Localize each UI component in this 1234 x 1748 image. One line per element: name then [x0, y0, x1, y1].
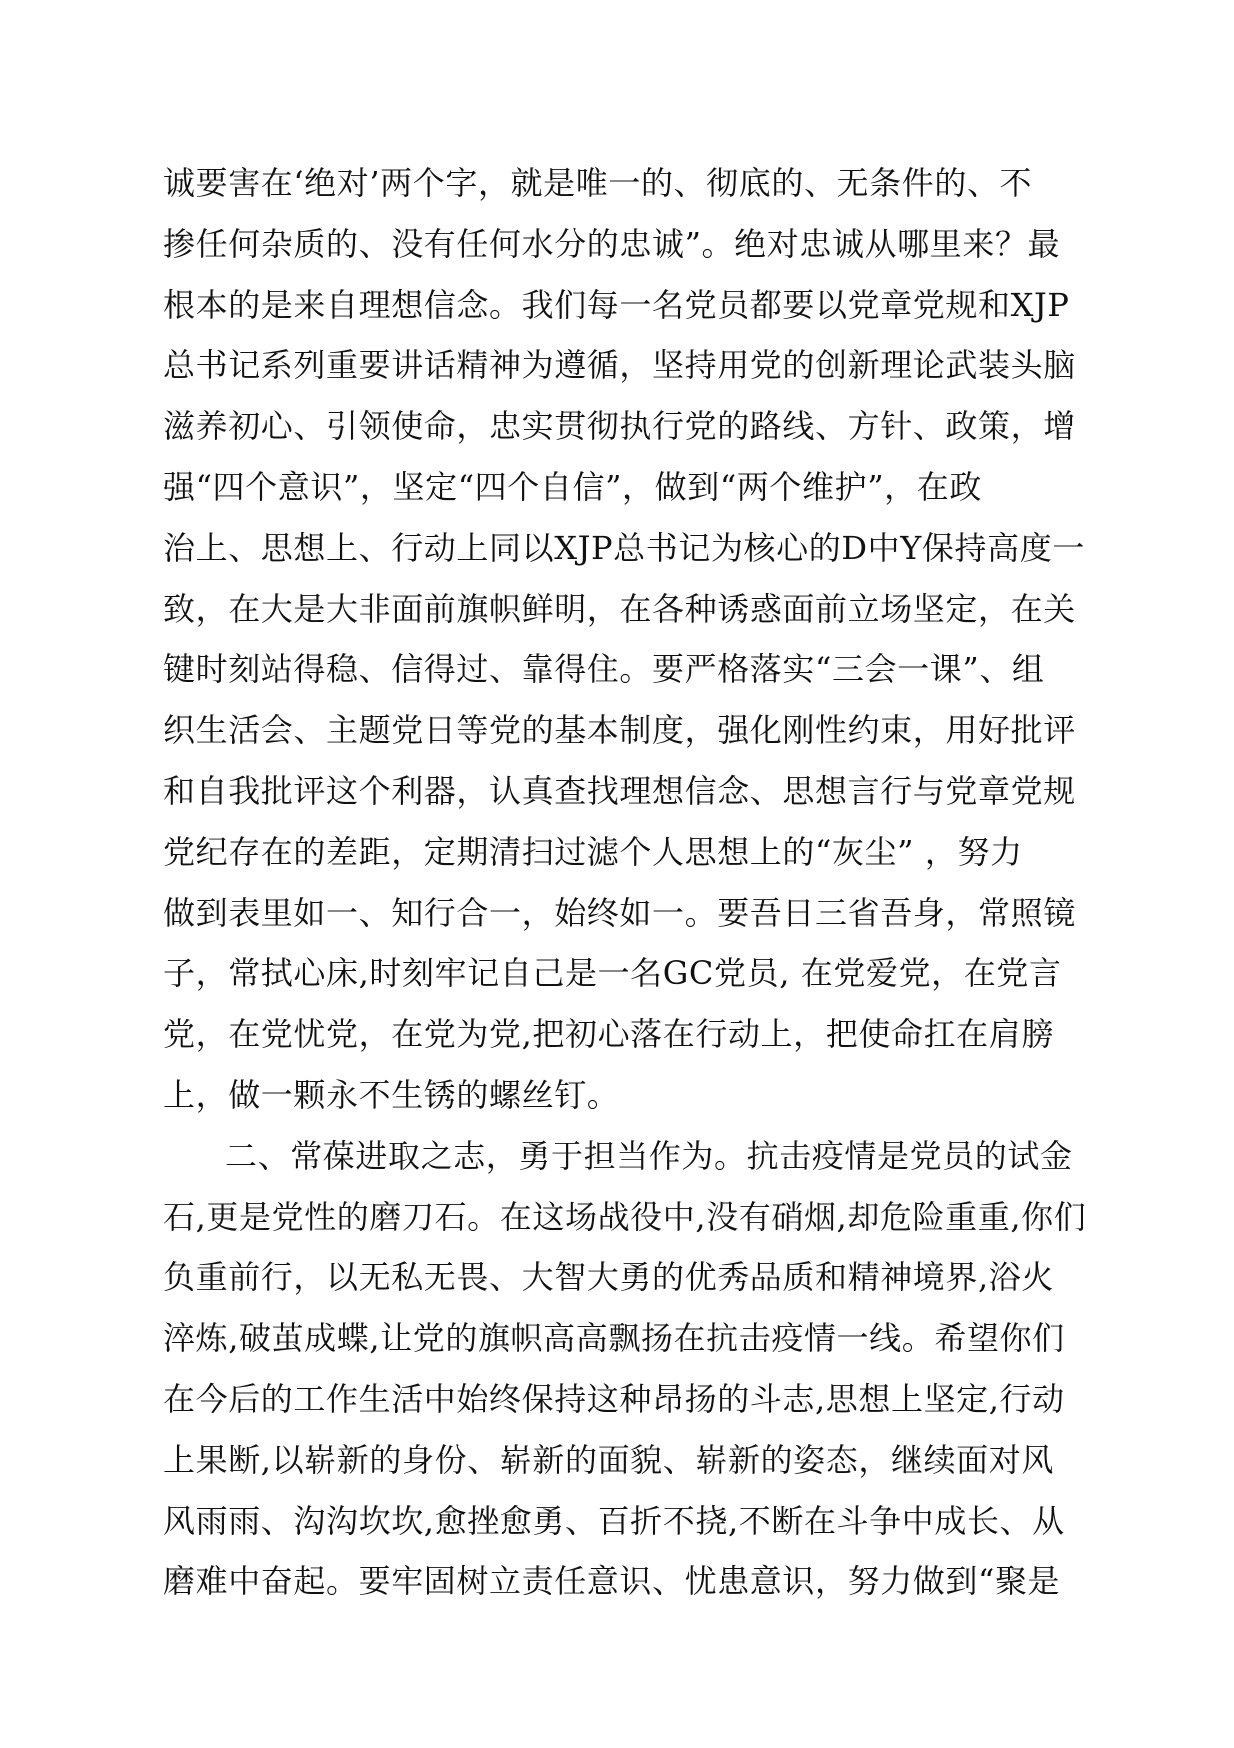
text-line-10: 织生活会、主题党日等党的基本制度，强化刚性约束，用好批评: [163, 711, 1076, 750]
text-line-18: 石,更是党性的磨刀石。在这场战役中,没有硝烟,却危险重重,你们: [163, 1197, 1087, 1236]
text-line-11: 和自我批评这个利器，认真查找理想信念、思想言行与党章党规: [163, 771, 1076, 810]
text-line-9: 键时刻站得稳、信得过、靠得住。要严格落实“三会一课”、组: [163, 650, 1045, 689]
text-line-3: 根本的是来自理想信念。我们每一名党员都要以党章党规和XJP: [163, 285, 1070, 324]
text-line-15: 党，在党忧党，在党为党,把初心落在行动上，把使命扛在肩膀: [163, 1015, 1054, 1054]
text-line-1: 诚要害在‘绝对’两个字，就是唯一的、彻底的、无条件的、不: [163, 164, 1033, 202]
text-line-16: 上，做一颗永不生锈的螺丝钉。: [163, 1075, 620, 1114]
text-line-4: 总书记系列重要讲话精神为遵循，坚持用党的创新理论武装头脑: [163, 346, 1076, 385]
text-line-21: 在今后的工作生活中始终保持这种昂扬的斗志,思想上坚定,行动: [163, 1379, 1065, 1418]
text-line-19: 负重前行，以无私无畏、大智大勇的优秀品质和精神境界,浴火: [163, 1258, 1054, 1297]
text-line-8: 致，在大是大非面前旗帜鲜明，在各种诱惑面前立场坚定，在关: [163, 589, 1076, 628]
text-line-14: 子，常拭心床,时刻牢记自己是一名GC党员, 在党爱党，在党言: [163, 954, 1062, 993]
text-line-5: 滋养初心、引领使命，忠实贯彻执行党的路线、方针、政策，增: [163, 407, 1076, 446]
text-line-24: 磨难中奋起。要牢固树立责任意识、忧患意识，努力做到“聚是: [163, 1562, 1061, 1601]
body-text: [163, 153, 1123, 1612]
text-line-23: 风雨雨、沟沟坎坎,愈挫愈勇、百折不挠,不断在斗争中成长、从: [163, 1501, 1065, 1540]
text-line-22: 上果断,以崭新的身份、崭新的面貌、崭新的姿态，继续面对风: [163, 1440, 1054, 1479]
text-line-7: 治上、思想上、行动上同以XJP总书记为核心的D中Y保持高度一: [163, 528, 1085, 567]
section-heading-paragraph-start: 二、常葆进取之志，勇于担当作为。抗击疫情是党员的试金: [225, 1136, 1073, 1175]
text-line-12: 党纪存在的差距，定期清扫过滤个人思想上的“灰尘” ，努力: [163, 832, 1023, 871]
text-line-2: 掺任何杂质的、没有任何水分的忠诚”。绝对忠诚从哪里来？最: [163, 224, 1061, 263]
text-line-6: 强“四个意识”，坚定“四个自信”，做到“两个维护”，在政: [163, 467, 982, 506]
text-line-13: 做到表里如一、知行合一，始终如一。要吾日三省吾身，常照镜: [163, 893, 1076, 932]
text-line-20: 淬炼,破茧成蝶,让党的旗帜高高飘扬在抗击疫情一线。希望你们: [163, 1319, 1065, 1358]
